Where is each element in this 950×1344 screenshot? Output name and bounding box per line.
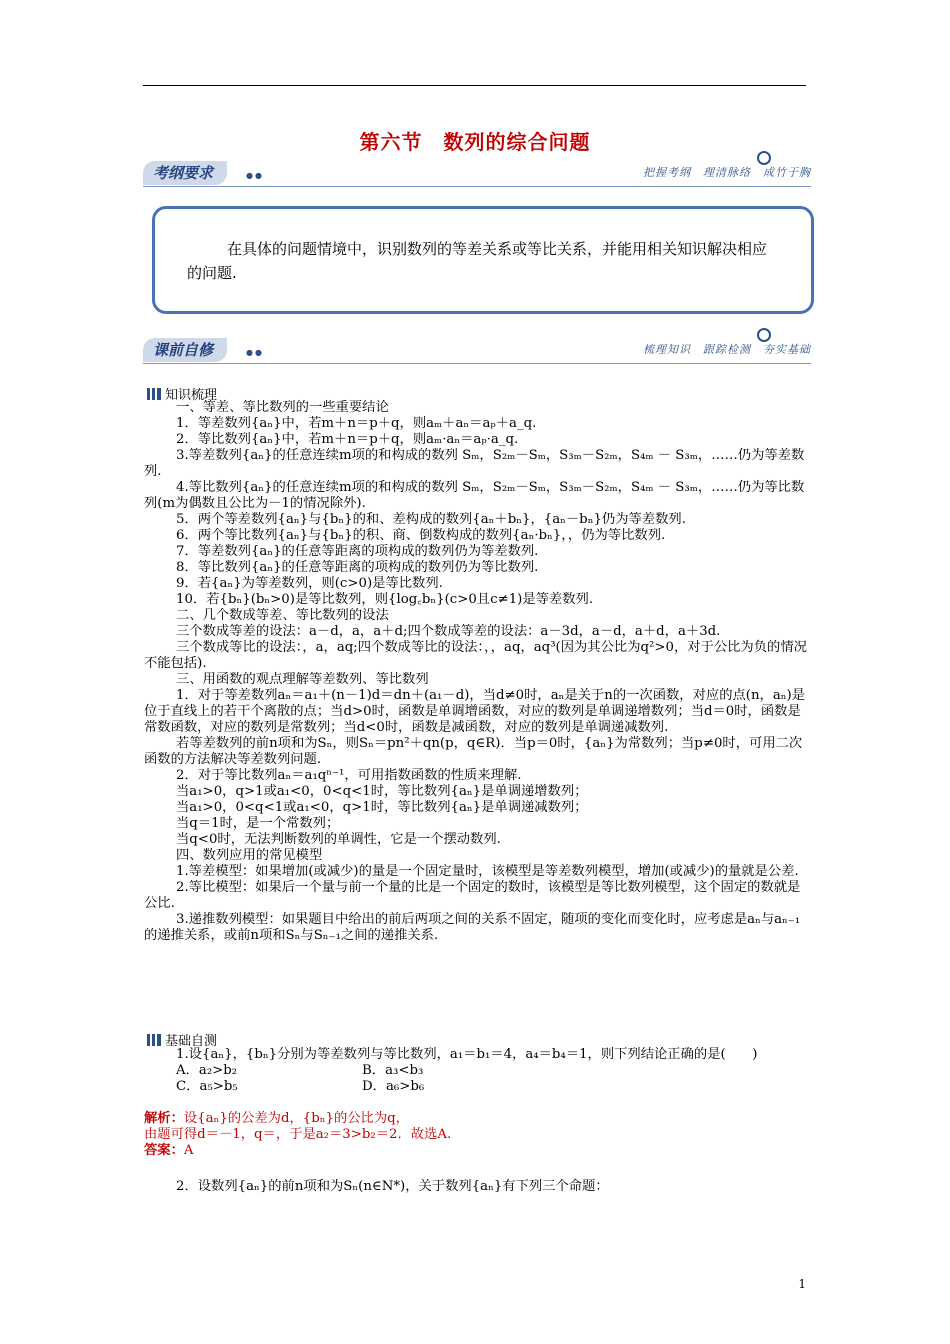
section-heading: 知识梳理	[147, 384, 217, 403]
text-line: 2．对于等比数列aₙ＝a₁qⁿ⁻¹，可用指数函数的性质来理解.	[176, 768, 522, 783]
section-bar-icon	[147, 1034, 161, 1046]
text-line: 7．等差数列{aₙ}的任意等距离的项构成的数列仍为等差数列.	[176, 544, 539, 559]
text-line: 8．等比数列{aₙ}的任意等距离的项构成的数列仍为等比数列.	[176, 560, 539, 575]
banner-subtitle: 梳理知识 跟踪检测 夯实基础	[643, 343, 811, 356]
option-d: D．a₆>b₆	[362, 1079, 425, 1094]
option-a: A．a₂>b₂	[176, 1063, 238, 1078]
text-line: 当a₁>0，q>1或a₁<0，0<q<1时，等比数列{aₙ}是单调递增数列；	[176, 784, 588, 799]
text-line: 一、等差、等比数列的一些重要结论	[176, 400, 389, 415]
requirement-text: 在具体的问题情境中，识别数列的等差关系或等比关系，并能用相关知识解决相应的问题.	[187, 240, 768, 282]
page-number: 1	[798, 1277, 806, 1291]
text-line: 四、数列应用的常见模型	[176, 848, 323, 863]
solution-line: 解析：设{aₙ}的公差为d，{bₙ}的公比为q，	[144, 1111, 409, 1126]
swirl-icon	[757, 328, 771, 342]
knowledge-body	[144, 400, 808, 944]
page-title: 第六节 数列的综合问题	[359, 130, 591, 154]
text-line: 三个数成等差的设法：a－d，a，a＋d;四个数成等差的设法：a－3d，a－d，a＋d，a＋3d.	[176, 624, 721, 639]
banner-subtitle: 把握考纲 理清脉络 成竹于胸	[643, 166, 811, 179]
requirement-box	[152, 206, 814, 314]
banner-tab: 课前自修	[143, 338, 227, 362]
text-line: 1．对于等差数列aₙ＝a₁＋(n－1)d＝dn＋(a₁－d)，当d≠0时，aₙ是关于n的一次函数，对应的点(n，aₙ)是位于直线上的若干个离散的点；当d>0时，函数是单调增函数，对应的数列是单调递增数列；当d＝0时，函数是常数函数，对应的数列是常数列；当d<0时，函数是减函数，对应的数列是单调递减数列.	[144, 688, 806, 735]
text-line: 当q＝1时，是一个常数列；	[176, 816, 340, 831]
answer-line: 答案：A	[144, 1143, 194, 1158]
text-line: 1．等差数列{aₙ}中，若m＋n＝p＋q，则aₘ＋aₙ＝aₚ＋a_q.	[176, 416, 537, 431]
exercise-body	[144, 1047, 808, 1195]
question-stem: 2．设数列{aₙ}的前n项和为Sₙ(n∈N*)，关于数列{aₙ}有下列三个命题：	[176, 1179, 609, 1194]
swirl-icon	[757, 151, 771, 165]
text-line: 若等差数列的前n项和为Sₙ，则Sₙ＝pn²＋qn(p，q∈R)．当p＝0时，{aₙ}为常数列；当p≠0时，可用二次函数的方法解决等差数列问题.	[144, 736, 803, 767]
dots-icon: ●●	[246, 171, 264, 180]
text-line: 1.等差模型：如果增加(或减少)的量是一个固定量时，该模型是等差数列模型，增加(或减少)的量就是公差.	[176, 864, 799, 879]
text-line: 当q<0时，无法判断数列的单调性，它是一个摆动数列.	[176, 832, 501, 847]
text-line: 当a₁>0，0<q<1或a₁<0，q>1时，等比数列{aₙ}是单调递减数列；	[176, 800, 588, 815]
section-bar-icon	[147, 388, 161, 400]
banner-requirements	[143, 161, 811, 187]
banner-tab: 考纲要求	[143, 161, 227, 185]
dots-icon: ●●	[246, 348, 264, 357]
text-line: 6．两个等比数列{aₙ}与{bₙ}的积、商、倒数构成的数列{aₙ·bₙ}，，仍为等比数列.	[176, 528, 666, 543]
option-b: B．a₃<b₃	[362, 1063, 424, 1078]
option-c: C．a₅>b₅	[176, 1079, 238, 1094]
text-line: 10．若{bₙ}(bₙ>0)是等比数列，则{log꜀bₙ}(c>0且c≠1)是等差数列.	[176, 592, 594, 607]
text-line: 3.等差数列{aₙ}的任意连续m项的和构成的数列 Sₘ，S₂ₘ－Sₘ，S₃ₘ－S₂ₘ，S₄ₘ － S₃ₘ，……仍为等差数列.	[144, 448, 805, 479]
text-line: 三、用函数的观点理解等差数列、等比数列	[176, 672, 429, 687]
text-line: 9．若{aₙ}为等差数列，则(c>0)是等比数列.	[176, 576, 443, 591]
text-line: 三个数成等比的设法：，a，aq;四个数成等比的设法：，，aq，aq³(因为其公比为q²>0，对于公比为负的情况不能包括).	[144, 640, 807, 671]
text-line: 5．两个等差数列{aₙ}与{bₙ}的和、差构成的数列{aₙ＋bₙ}，{aₙ－bₙ}仍为等差数列.	[176, 512, 686, 527]
options	[144, 1063, 808, 1095]
banner-rule	[143, 186, 811, 187]
text-line: 4.等比数列{aₙ}的任意连续m项的和构成的数列 Sₘ，S₂ₘ－Sₘ，S₃ₘ－S₂ₘ，S₄ₘ － S₃ₘ，……仍为等比数列(m为偶数且公比为－1的情况除外).	[144, 480, 805, 511]
section-heading: 基础自测	[147, 1030, 217, 1049]
question-stem: 1.设{aₙ}，{bₙ}分别为等差数列与等比数列，a₁＝b₁＝4，a₄＝b₄＝1，则下列结论正确的是( )	[176, 1047, 758, 1062]
banner-rule	[143, 363, 811, 364]
text-line: 2.等比模型：如果后一个量与前一个量的比是一个固定的数时，该模型是等比数列模型，这个固定的数就是公比.	[144, 880, 801, 911]
text-line: 2．等比数列{aₙ}中，若m＋n＝p＋q，则aₘ·aₙ＝aₚ·a_q.	[176, 432, 519, 447]
text-line: 3.递推数列模型：如果题目中给出的前后两项之间的关系不固定，随项的变化而变化时，应考虑是aₙ与aₙ₋₁的递推关系，或前n项和Sₙ与Sₙ₋₁之间的递推关系.	[144, 912, 801, 943]
text-line: 二、几个数成等差、等比数列的设法	[176, 608, 389, 623]
solution-line: 由题可得d＝－1，q＝，于是a₂＝3>b₂＝2．故选A.	[144, 1127, 452, 1142]
banner-selfstudy	[143, 338, 811, 364]
header-rule	[143, 85, 806, 86]
